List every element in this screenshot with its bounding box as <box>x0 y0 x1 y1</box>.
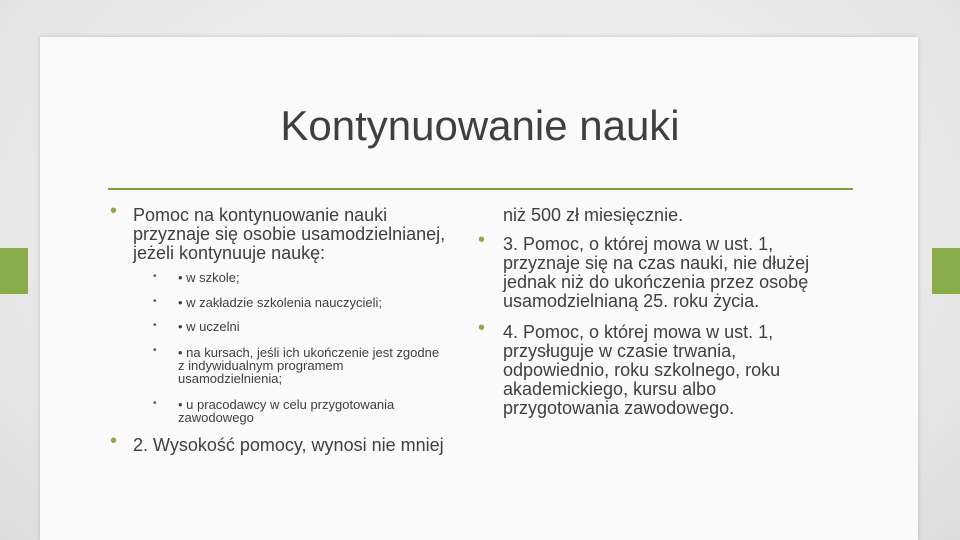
point-3-line-1: 3. Pomoc, o której mowa w ust. 1, <box>503 234 774 254</box>
sub-bullet-marker: • <box>153 320 157 331</box>
left-main-line-1: Pomoc na kontynuowanie nauki <box>133 205 388 225</box>
point-4-line-3: odpowiednio, roku szkolnego, roku <box>503 360 781 380</box>
point-4-line-5: przygotowania zawodowego. <box>503 398 735 418</box>
point-4-line-2: przysługuje w czasie trwania, <box>503 341 737 361</box>
left-main-line-3: jeżeli kontynuuje naukę: <box>133 243 326 263</box>
sub-item-4-line-2: z indywidualnym programem <box>178 358 344 373</box>
sub-bullet-marker: • <box>153 296 157 307</box>
point-3-line-2: przyznaje się na czas nauki, nie dłużej <box>503 253 810 273</box>
sub-bullet-marker: • <box>153 398 157 409</box>
sub-bullet-marker: • <box>153 345 157 356</box>
sub-item-5-line-2: zawodowego <box>178 410 254 425</box>
sub-item-5-line-1: • u pracodawcy w celu przygotowania <box>178 397 395 412</box>
point-4-line-4: akademickiego, kursu albo <box>503 379 717 399</box>
sub-item-1: • w szkole; <box>178 270 240 285</box>
sub-bullet-marker: • <box>153 271 157 282</box>
bullet-marker: • <box>478 229 486 251</box>
left-accent-bar <box>0 248 28 294</box>
sub-item-3: • w uczelni <box>178 319 240 334</box>
right-accent-bar <box>932 248 960 294</box>
point-3-line-4: usamodzielnianą 25. roku życia. <box>503 291 760 311</box>
bullet-marker: • <box>478 317 486 339</box>
title-divider <box>108 188 853 190</box>
bullet-marker: • <box>110 430 118 452</box>
right-continuation: niż 500 zł miesięcznie. <box>503 205 684 225</box>
left-point-2: 2. Wysokość pomocy, wynosi nie mniej <box>133 435 444 455</box>
sub-item-4-line-3: usamodzielnienia; <box>178 371 283 386</box>
bullet-marker: • <box>110 200 118 222</box>
point-4-line-1: 4. Pomoc, o której mowa w ust. 1, <box>503 322 774 342</box>
point-3-line-3: jednak niż do ukończenia przez osobę <box>503 272 809 292</box>
slide-title: Kontynuowanie nauki <box>280 102 680 149</box>
left-main-line-2: przyznaje się osobie usamodzielnianej, <box>133 224 446 244</box>
sub-item-2: • w zakładzie szkolenia nauczycieli; <box>178 295 382 310</box>
sub-item-4-line-1: • na kursach, jeśli ich ukończenie jest zgodne <box>178 345 440 360</box>
